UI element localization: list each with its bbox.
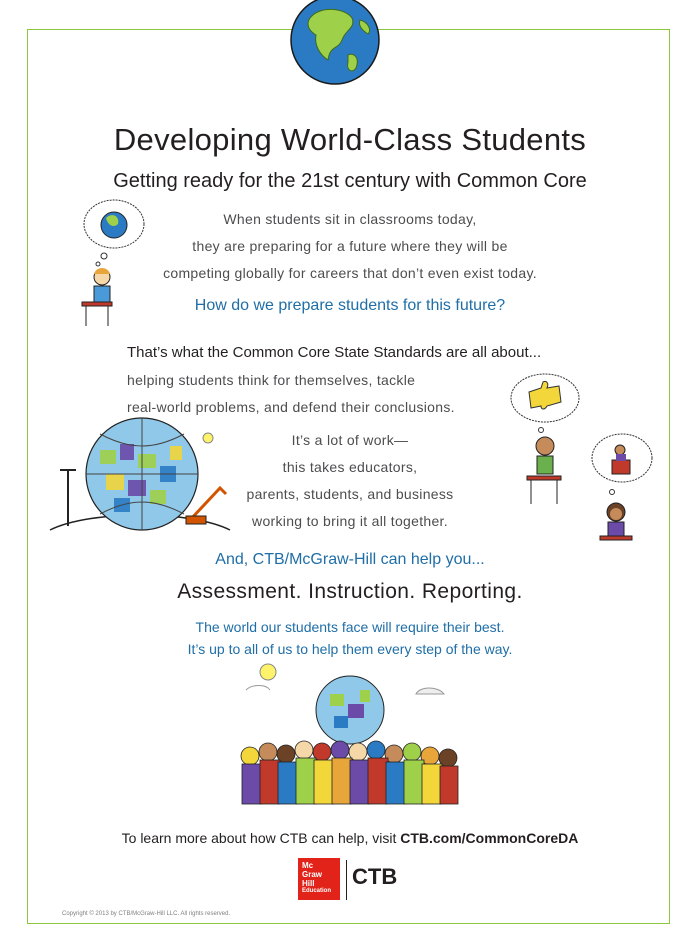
copyright-text: Copyright © 2013 by CTB/McGraw-Hill LLC. All rights reserved.	[62, 911, 231, 917]
work-line: working to bring it all together.	[252, 513, 448, 529]
intro-line: When students sit in classrooms today,	[223, 211, 477, 227]
student-presenter-illustration	[590, 432, 660, 552]
logo-divider	[346, 860, 347, 900]
logo-text: Graw	[302, 870, 323, 879]
learn-more-link[interactable]: CTB.com/CommonCoreDA	[400, 830, 579, 846]
globe-illustration	[290, 0, 380, 90]
logo-text: Hill	[302, 879, 315, 888]
page-subtitle: Getting ready for the 21st century with Common Core	[113, 170, 587, 192]
page-title: Developing World-Class Students	[113, 122, 587, 157]
question-heading: How do we prepare students for this future?	[194, 297, 506, 314]
services-heading: Assessment. Instruction. Reporting.	[177, 580, 523, 603]
crowd-globe-illustration	[230, 660, 470, 820]
closing-line: It’s up to all of us to help them every step of the way.	[187, 641, 513, 657]
work-line: parents, students, and business	[246, 486, 454, 502]
core-line: helping students think for themselves, tackle	[127, 372, 416, 388]
intro-line: competing globally for careers that don’t even exist today.	[163, 265, 537, 281]
core-standards-heading: That’s what the Common Core State Standards are all about...	[127, 344, 542, 361]
intro-line: they are preparing for a future where they will be	[192, 238, 508, 254]
ctb-brand: CTB	[352, 864, 398, 889]
work-line: It’s a lot of work—	[291, 432, 409, 448]
learn-more-text	[0, 830, 700, 846]
ctb-help-heading: And, CTB/McGraw-Hill can help you...	[215, 551, 485, 568]
logo-text: Mc	[302, 861, 314, 870]
work-line: this takes educators,	[282, 459, 418, 475]
learn-more-prefix: To learn more about how CTB can help, visit	[121, 830, 401, 846]
logo-text: Education	[302, 888, 332, 894]
globe-construction-illustration	[50, 410, 230, 540]
mcgraw-hill-logo	[298, 858, 340, 900]
core-line: real-world problems, and defend their conclusions.	[127, 399, 455, 415]
student-puzzle-illustration	[505, 372, 585, 512]
closing-line: The world our students face will require their best.	[195, 619, 505, 635]
